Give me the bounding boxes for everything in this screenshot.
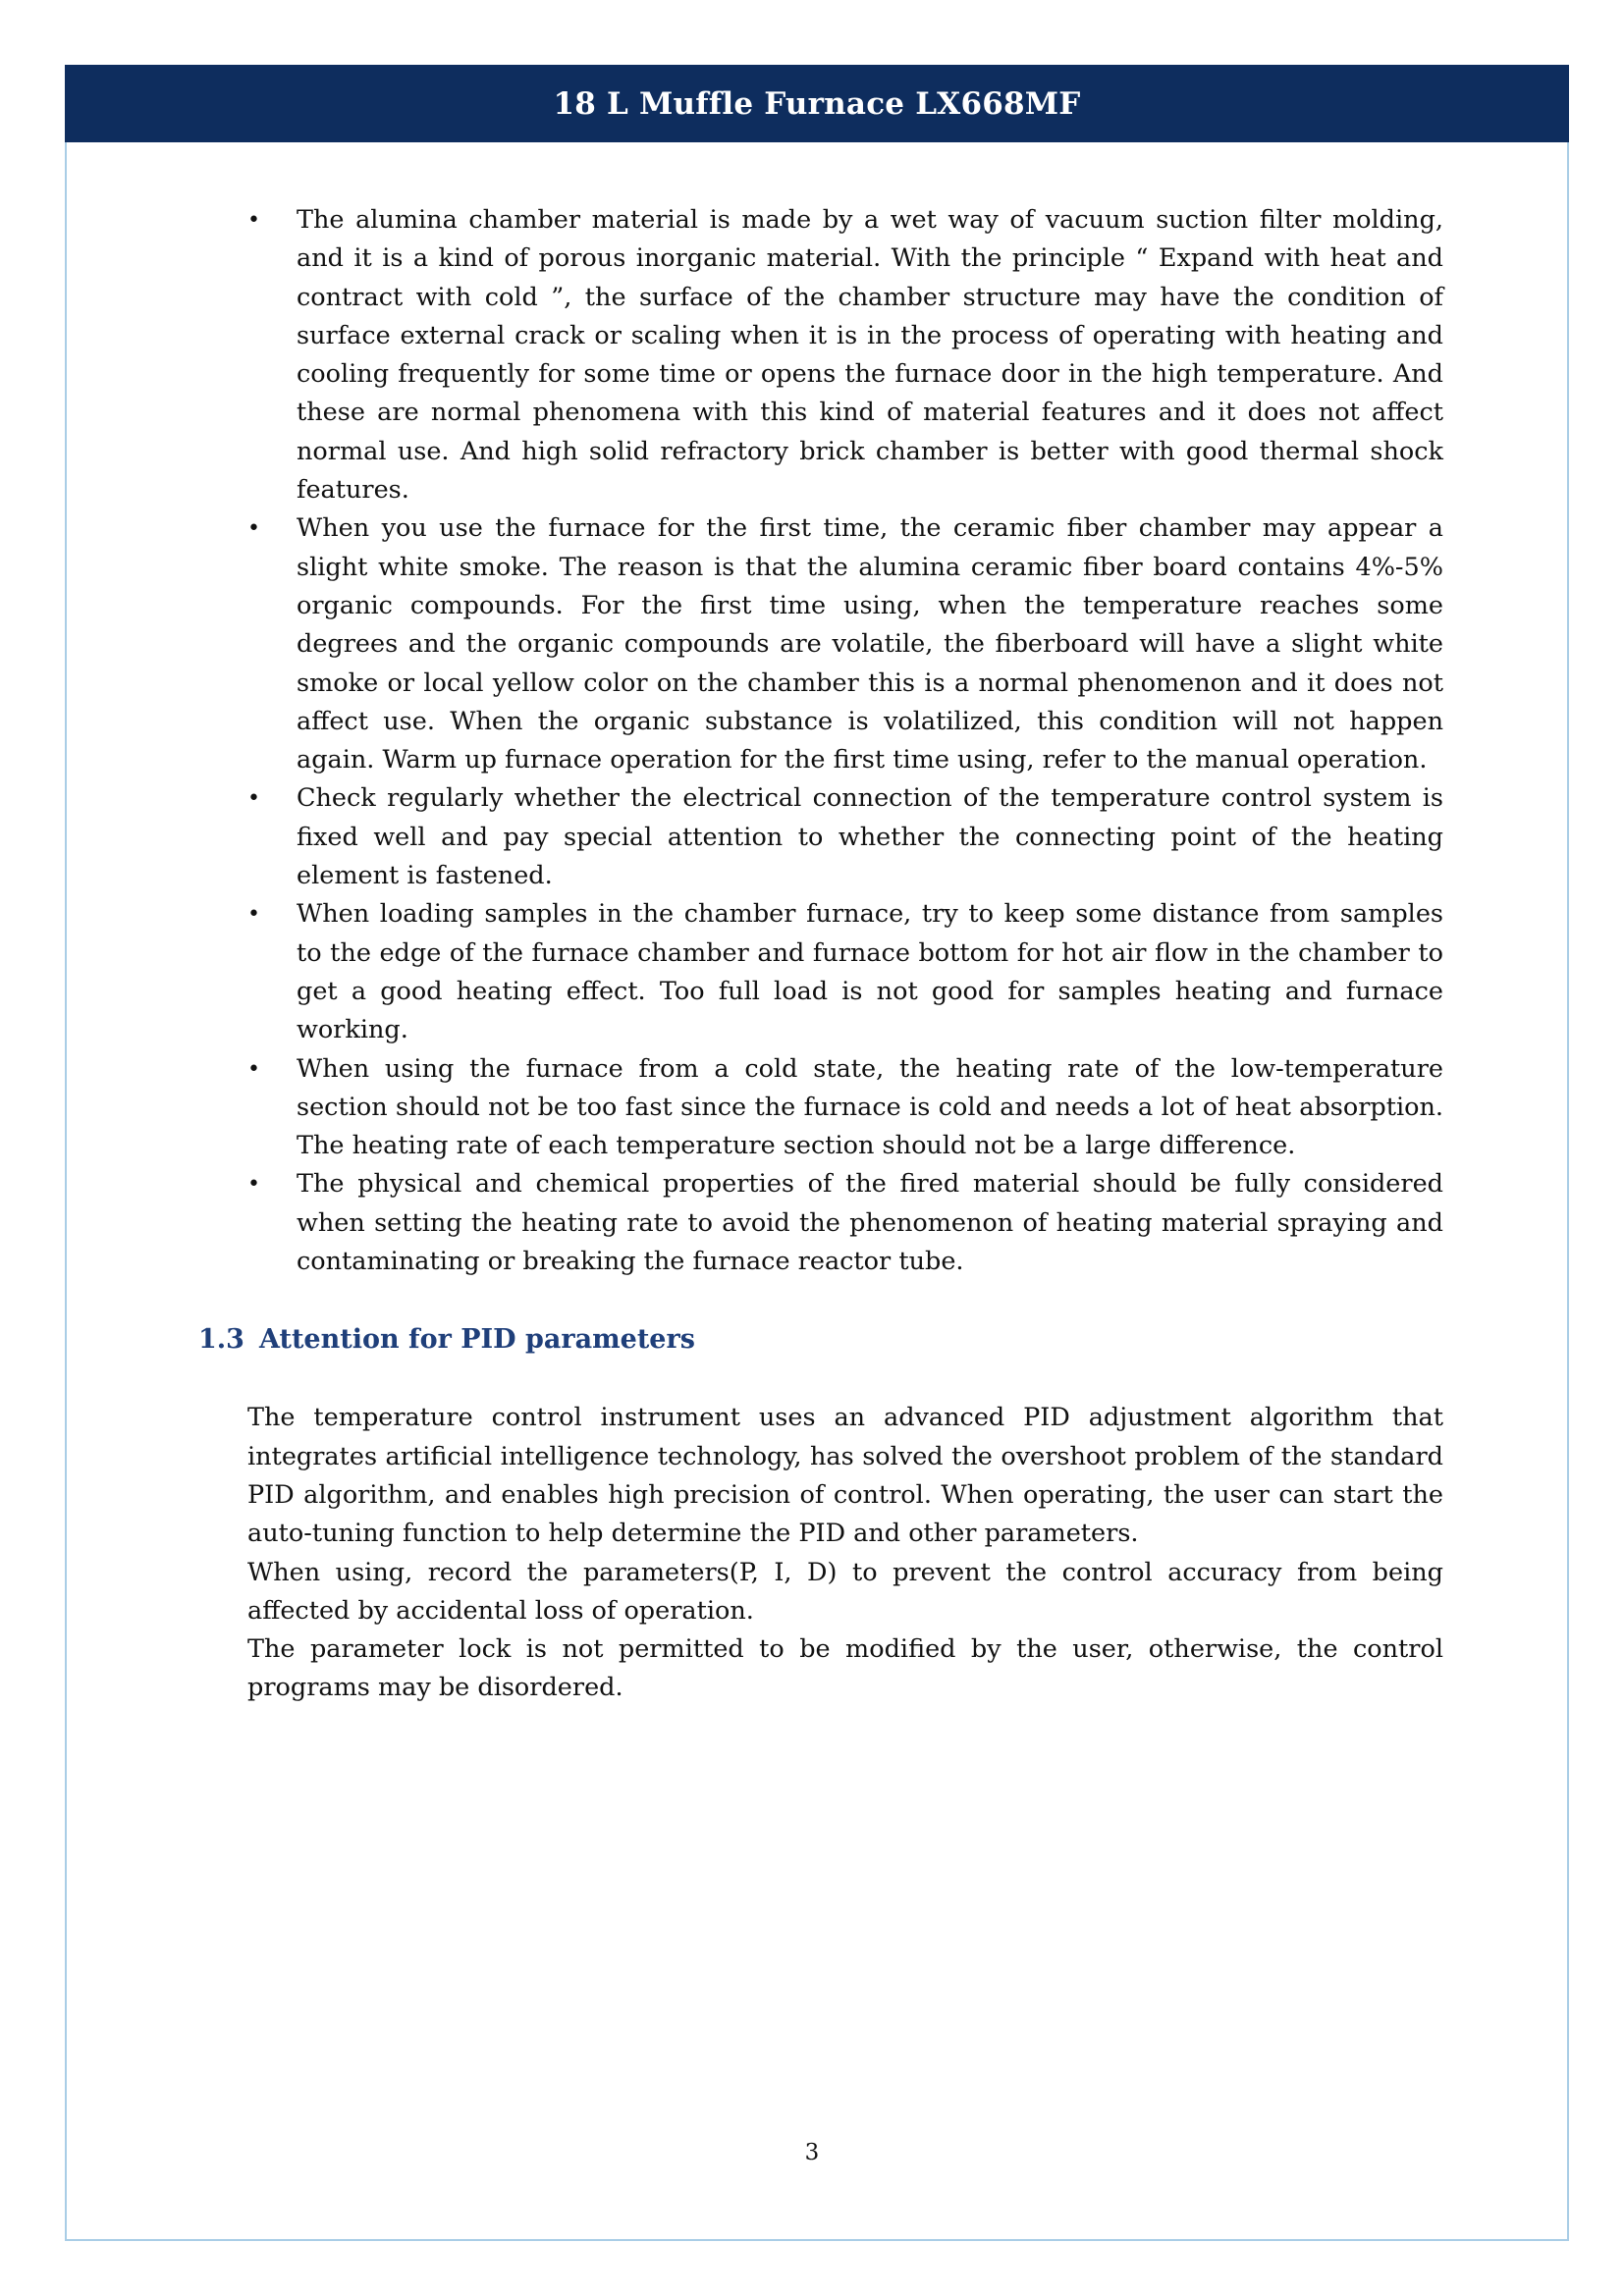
bullet-icon: • bbox=[247, 208, 260, 233]
paragraph: The parameter lock is not permitted to be modified by the user, otherwise, the control programs may be disordered. bbox=[247, 1634, 1443, 1703]
bullet-icon: • bbox=[247, 902, 260, 928]
list-item bbox=[196, 509, 1443, 779]
list-item bbox=[196, 895, 1443, 1049]
list-item bbox=[196, 1050, 1443, 1166]
document-title: 18 L Muffle Furnace LX668MF bbox=[553, 85, 1081, 122]
list-item-text: When you use the furnace for the first time, the ceramic fiber chamber may appear a slight white smoke. The reason is that the alumina ceramic fiber board contains 4%-5% organic compounds. For the first time using, when the temperature reaches some degrees and the organic compounds are volatile, the fiberboard will have a slight white smoke or local yellow color on the chamber this is a normal phenomenon and it does not affect use. When the organic substance is volatilized, this condition will not happen again. Warm up furnace operation for the first time using, refer to the manual operation. bbox=[297, 513, 1443, 775]
list-item-text: When using the furnace from a cold state, the heating rate of the low-temperature section should not be too fast since the furnace is cold and needs a lot of heat absorption. The heating rate of each temperature section should not be a large difference. bbox=[297, 1053, 1443, 1161]
section-title: Attention for PID parameters bbox=[259, 1324, 695, 1356]
section-number: 1.3 bbox=[198, 1324, 244, 1356]
page-content bbox=[196, 201, 1443, 1708]
document-header bbox=[65, 65, 1569, 142]
bullet-icon: • bbox=[247, 786, 260, 812]
bullet-icon: • bbox=[247, 516, 260, 542]
list-item bbox=[196, 1165, 1443, 1281]
list-item bbox=[196, 201, 1443, 509]
list-item-text: The physical and chemical properties of the fired material should be fully considered when setting the heating rate to avoid the phenomenon of heating material spraying and contaminating or breaking the furnace reactor tube. bbox=[297, 1169, 1443, 1277]
bullet-icon: • bbox=[247, 1056, 260, 1082]
paragraph: When using, record the parameters(P, I, D) to prevent the control accuracy from being affected by accidental loss of operation. bbox=[247, 1557, 1443, 1626]
section-body bbox=[196, 1399, 1443, 1707]
bullet-icon: • bbox=[247, 1172, 260, 1198]
list-item-text: Check regularly whether the electrical connection of the temperature control system is fixed well and pay special attention to whether the connecting point of the heating element is fastened. bbox=[297, 783, 1443, 891]
list-item-text: When loading samples in the chamber furnace, try to keep some distance from samples to the edge of the furnace chamber and furnace bottom for hot air flow in the chamber to get a good heating effect. Too full load is not good for samples heating and furnace working. bbox=[297, 899, 1443, 1045]
paragraph: The temperature control instrument uses an advanced PID adjustment algorithm that integrates artificial intelligence technology, has solved the overshoot problem of the standard PID algorithm, and enables high precision of control. When operating, the user can start the auto-tuning function to help determine the PID and other parameters. bbox=[247, 1403, 1443, 1549]
section-heading bbox=[198, 1320, 1443, 1360]
list-item bbox=[196, 779, 1443, 895]
page-number: 3 bbox=[804, 2140, 820, 2165]
notes-list bbox=[196, 201, 1443, 1281]
list-item-text: The alumina chamber material is made by a wet way of vacuum suction filter molding, and it is a kind of porous inorganic material. With the principle “ Expand with heat and contract with cold ”, the surface of the chamber structure may have the condition of surface external crack or scaling when it is in the process of operating with heating and cooling frequently for some time or opens the furnace door in the high temperature. And these are normal phenomena with this kind of material features and it does not affect normal use. And high solid refractory brick chamber is better with good thermal shock features. bbox=[297, 205, 1443, 506]
